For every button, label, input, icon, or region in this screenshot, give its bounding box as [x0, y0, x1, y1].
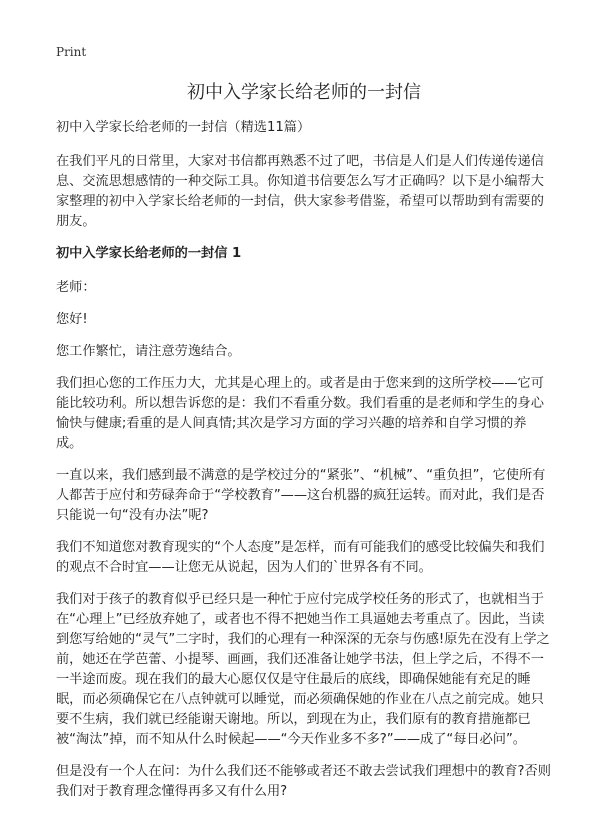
body-paragraph: 我们对于孩子的教育似乎已经只是一种忙于应付完成学校任务的形式了，也就相当于在“心理上”已经放弃她了，或者也不得不把她当作工具逼她去考重点了。因此，当读到您写给她的“灵气”二字时，我们的心理有一种深深的无奈与伤感!原先在没有上学之前，她还在学芭蕾、小提琴、画画，我们还准备让她学书法，但上学之后，不得不一一半途而废。现在我们的最大心愿仅仅是守住最后的底线，即确保她能有充足的睡眠，而必须确保它在八点钟就可以睡觉，而必须确保她的作业在八点之前完成。她只要不生病，我们就已经能谢天谢地。所以，到现在为止，我们原有的教育措施都已被“淘汰”掉，而不知从什么时候起——“今天作业多不多?”——成了“每日必问”。: [56, 592, 550, 747]
print-link[interactable]: Print: [56, 45, 87, 59]
greeting: 您好!: [56, 312, 88, 327]
body-paragraph: 一直以来，我们感到最不满意的是学校过分的“紧张”、“机械”、“重负担”，它使所有人都苦于应付和劳碌奔命于“学校教育”——这台机器的疯狂运转。而对此，我们是否只能说一句“没有办法”呢?: [56, 468, 546, 523]
salutation: 老师：: [56, 280, 96, 295]
body-paragraph: 您工作繁忙，请注意劳逸结合。: [56, 344, 241, 359]
body-paragraph: 我们担心您的工作压力大，尤其是心理上的。或者是由于您来到的这所学校——它可能比较功利。所以想告诉您的是：我们不看重分数。我们看重的是老师和学生的身心愉快与健康;看重的是人间真情;其次是学习方面的学习兴趣的培养和自学习惯的养成。: [56, 376, 544, 451]
document-title: 初中入学家长给老师的一封信: [187, 82, 421, 103]
intro-paragraph: 在我们平凡的日常里，大家对书信都再熟悉不过了吧，书信是人们是人们传递传递信息、交流思想感情的一种交际工具。你知道书信要怎么写才正确吗？以下是小编帮大家整理的初中入学家长给老师的一封信，供大家参考借鉴，希望可以帮助到有需要的朋友。: [56, 154, 544, 229]
section-heading: 初中入学家长给老师的一封信 1: [56, 246, 242, 261]
document-subtitle: 初中入学家长给老师的一封信（精选11篇）: [56, 120, 311, 135]
document-body: [56, 118, 552, 814]
body-paragraph: 我们不知道您对教育现实的“个人态度”是怎样，而有可能我们的感受比较偏失和我们的观点不合时宜——让您无从说起，因为人们的`世界各有不同。: [56, 540, 545, 575]
body-paragraph: 但是没有一个人在问：为什么我们还不能够或者还不敢去尝试我们理想中的教育?否则我们对于教育理念懂得再多又有什么用?: [56, 764, 551, 799]
